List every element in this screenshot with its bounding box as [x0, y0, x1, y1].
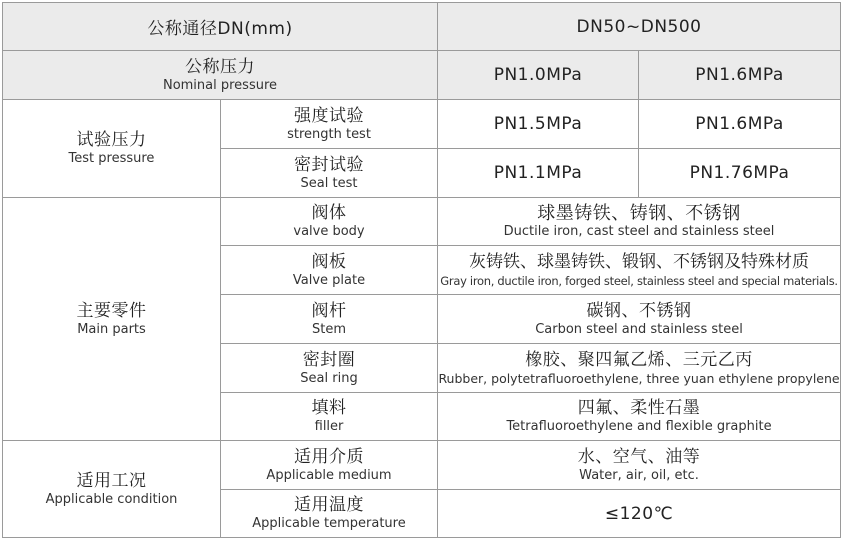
- applicable-temperature-value: ≤120℃: [604, 503, 674, 524]
- strength-test-zh: 强度试验: [294, 105, 364, 126]
- nominal-pressure-value-2: PN1.6MPa: [695, 65, 784, 85]
- stem-material-en: Carbon steel and stainless steel: [535, 321, 743, 337]
- applicable-medium-en: Applicable medium: [266, 467, 392, 483]
- seal-test-zh: 密封试验: [294, 154, 364, 175]
- applicable-medium-label-cell: [221, 441, 438, 490]
- applicable-medium-zh: 适用介质: [294, 446, 364, 467]
- filler-value-cell: [438, 393, 841, 441]
- filler-label-cell: [221, 393, 438, 441]
- main-parts-group-cell: [3, 198, 221, 441]
- nominal-diameter-value: DN50~DN500: [576, 16, 702, 37]
- strength-test-value-1: PN1.5MPa: [493, 114, 583, 134]
- valve-body-material-zh: 球墨铸铁、铸钢、不锈钢: [537, 203, 741, 224]
- stem-material-zh: 碳钢、不锈钢: [586, 300, 692, 321]
- seal-test-value-2-cell: [639, 149, 841, 198]
- seal-ring-zh: 密封圈: [302, 349, 356, 370]
- applicable-condition-group-cell: [3, 441, 221, 538]
- valve-plate-material-zh: 灰铸铁、球墨铸铁、锻钢、不锈钢及特殊材质: [469, 251, 810, 272]
- filler-material-zh: 四氟、柔性石墨: [577, 398, 701, 418]
- seal-ring-material-en: Rubber, polytetrafluoroethylene, three yuan ethylene propylene: [438, 370, 840, 386]
- seal-ring-label-cell: [221, 344, 438, 393]
- strength-test-en: strength test: [287, 126, 371, 142]
- valve-plate-label-cell: [221, 246, 438, 295]
- main-parts-en: Main parts: [77, 321, 146, 337]
- applicable-condition-zh: 适用工况: [76, 470, 147, 491]
- nominal-pressure-value-1-cell: [438, 51, 639, 100]
- applicable-medium-value-en: Water, air, oil, etc.: [579, 467, 699, 483]
- valve-plate-zh: 阀板: [311, 251, 347, 272]
- applicable-medium-row: [3, 441, 841, 490]
- nominal-pressure-value-2-cell: [639, 51, 841, 100]
- seal-test-value-2: PN1.76MPa: [689, 163, 790, 183]
- test-pressure-zh: 试验压力: [76, 130, 147, 150]
- applicable-temperature-label-cell: [221, 490, 438, 538]
- nominal-pressure-label-cell: [3, 51, 438, 100]
- nominal-pressure-en: Nominal pressure: [162, 77, 278, 93]
- stem-zh: 阀杆: [311, 300, 347, 321]
- seal-test-value-1-cell: [438, 149, 639, 198]
- nominal-pressure-value-1: PN1.0MPa: [493, 65, 583, 85]
- seal-ring-en: Seal ring: [300, 370, 358, 386]
- test-pressure-group-cell: [3, 100, 221, 198]
- stem-label-cell: [221, 295, 438, 344]
- nominal-diameter-label-cell: [3, 3, 438, 51]
- strength-test-value-1-cell: [438, 100, 639, 149]
- test-pressure-en: Test pressure: [68, 151, 155, 166]
- valve-body-en: valve body: [293, 224, 365, 239]
- valve-body-zh: 阀体: [311, 203, 347, 223]
- stem-en: Stem: [312, 321, 347, 337]
- seal-test-en: Seal test: [300, 175, 358, 191]
- seal-ring-material-zh: 橡胶、聚四氟乙烯、三元乙丙: [525, 349, 753, 370]
- valve-plate-en: Valve plate: [292, 272, 366, 288]
- valve-body-material-en: Ductile iron, cast steel and stainless steel: [503, 224, 775, 239]
- valve-plate-material-en: Gray iron, ductile iron, forged steel, stainless steel and special materials.: [440, 273, 838, 288]
- strength-test-value-2-cell: [639, 100, 841, 149]
- strength-test-row: [3, 100, 841, 149]
- applicable-medium-value-cell: [438, 441, 841, 490]
- applicable-temperature-zh: 适用温度: [294, 495, 364, 515]
- valve-body-row: [3, 198, 841, 246]
- filler-zh: 填料: [311, 398, 347, 418]
- strength-test-value-2: PN1.6MPa: [695, 114, 784, 134]
- filler-material-en: Tetrafluoroethylene and flexible graphite: [506, 419, 772, 434]
- applicable-temperature-en: Applicable temperature: [252, 516, 406, 531]
- main-parts-zh: 主要零件: [76, 300, 147, 321]
- nominal-pressure-row: [3, 51, 841, 100]
- seal-test-label-cell: [221, 149, 438, 198]
- applicable-temperature-value-cell: [438, 490, 841, 538]
- nominal-diameter-label: 公称通径DN(mm): [147, 19, 293, 39]
- applicable-medium-value-zh: 水、空气、油等: [577, 446, 701, 467]
- stem-value-cell: [438, 295, 841, 344]
- seal-test-value-1: PN1.1MPa: [493, 163, 583, 183]
- filler-en: filler: [314, 419, 344, 434]
- applicable-condition-en: Applicable condition: [45, 491, 178, 507]
- nominal-pressure-zh: 公称压力: [185, 56, 255, 77]
- valve-plate-value-cell: [438, 246, 841, 295]
- nominal-diameter-row: [3, 3, 841, 51]
- valve-body-label-cell: [221, 198, 438, 246]
- nominal-diameter-value-cell: [438, 3, 841, 51]
- valve-body-value-cell: [438, 198, 841, 246]
- strength-test-label-cell: [221, 100, 438, 149]
- seal-ring-value-cell: [438, 344, 841, 393]
- spec-table: [2, 2, 841, 538]
